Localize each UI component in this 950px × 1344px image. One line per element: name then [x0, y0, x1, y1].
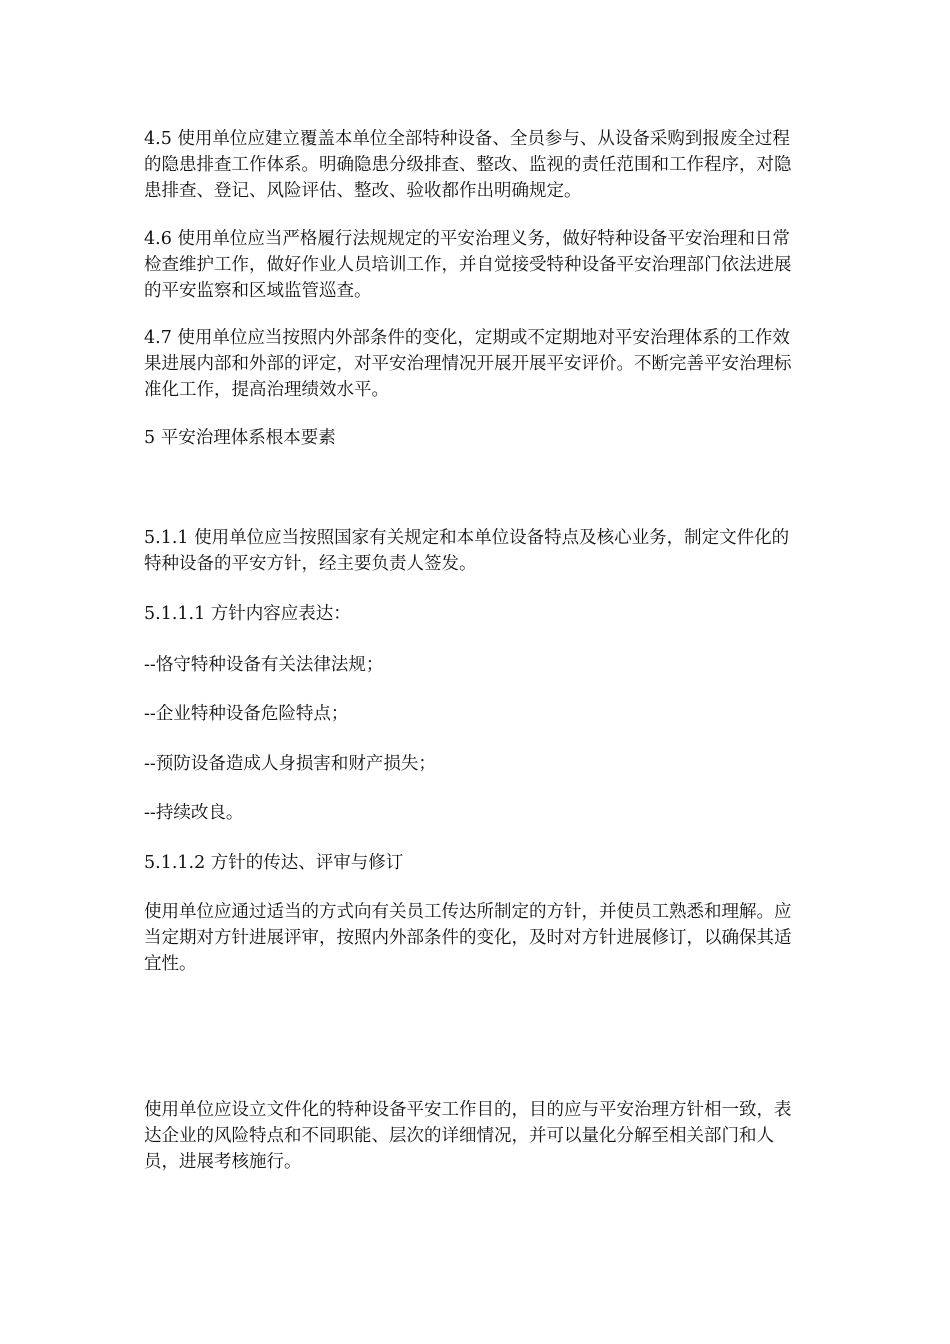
paragraph-5-1-1-2: 5.1.1.2 方针的传达、评审与修订: [144, 853, 404, 873]
paragraph-4-6: 4.6 使用单位应当严格履行法规规定的平安治理义务，做好特种设备平安治理和日常检查维护工作，做好作业人员培训工作，并自觉接受特种设备平安治理部门依法进展的平安监察和区域监管巡查。: [144, 229, 792, 301]
paragraph-5-1-1-1: 5.1.1.1 方针内容应表达：: [144, 604, 351, 624]
paragraph-5-1-1: 5.1.1 使用单位应当按照国家有关规定和本单位设备特点及核心业务，制定文件化的特种设备的平安方针，经主要负责人签发。: [144, 528, 790, 574]
paragraph-4-7: 4.7 使用单位应当按照内外部条件的变化，定期或不定期地对平安治理体系的工作效果进展内部和外部的评定，对平安治理情况开展开展平安评价。不断完善平安治理标准化工作，提高治理绩效水平。: [144, 328, 792, 400]
paragraph-4-5: 4.5 使用单位应建立覆盖本单位全部特种设备、全员参与、从设备采购到报废全过程的隐患排查工作体系。明确隐患分级排查、整改、监视的责任范围和工作程序，对隐患排查、登记、风险评估、整改、验收都作出明确规定。: [144, 129, 792, 201]
list-item: --企业特种设备危险特点；: [144, 704, 349, 724]
paragraph-policy-communication: 使用单位应通过适当的方式向有关员工传达所制定的方针，并使员工熟悉和理解。应当定期对方针进展评审，按照内外部条件的变化，及时对方针进展修订，以确保其适宜性。: [144, 902, 792, 974]
list-item: --预防设备造成人身损害和财产损失；: [144, 754, 436, 774]
paragraph-objectives: 使用单位应设立文件化的特种设备平安工作目的，目的应与平安治理方针相一致，表达企业的风险特点和不同职能、层次的详细情况，并可以量化分解至相关部门和人员，进展考核施行。: [144, 1100, 792, 1172]
list-item: --恪守特种设备有关法律法规；: [144, 655, 384, 675]
section-heading-5: 5 平安治理体系根本要素: [144, 428, 336, 448]
list-item: --持续改良。: [144, 803, 244, 823]
